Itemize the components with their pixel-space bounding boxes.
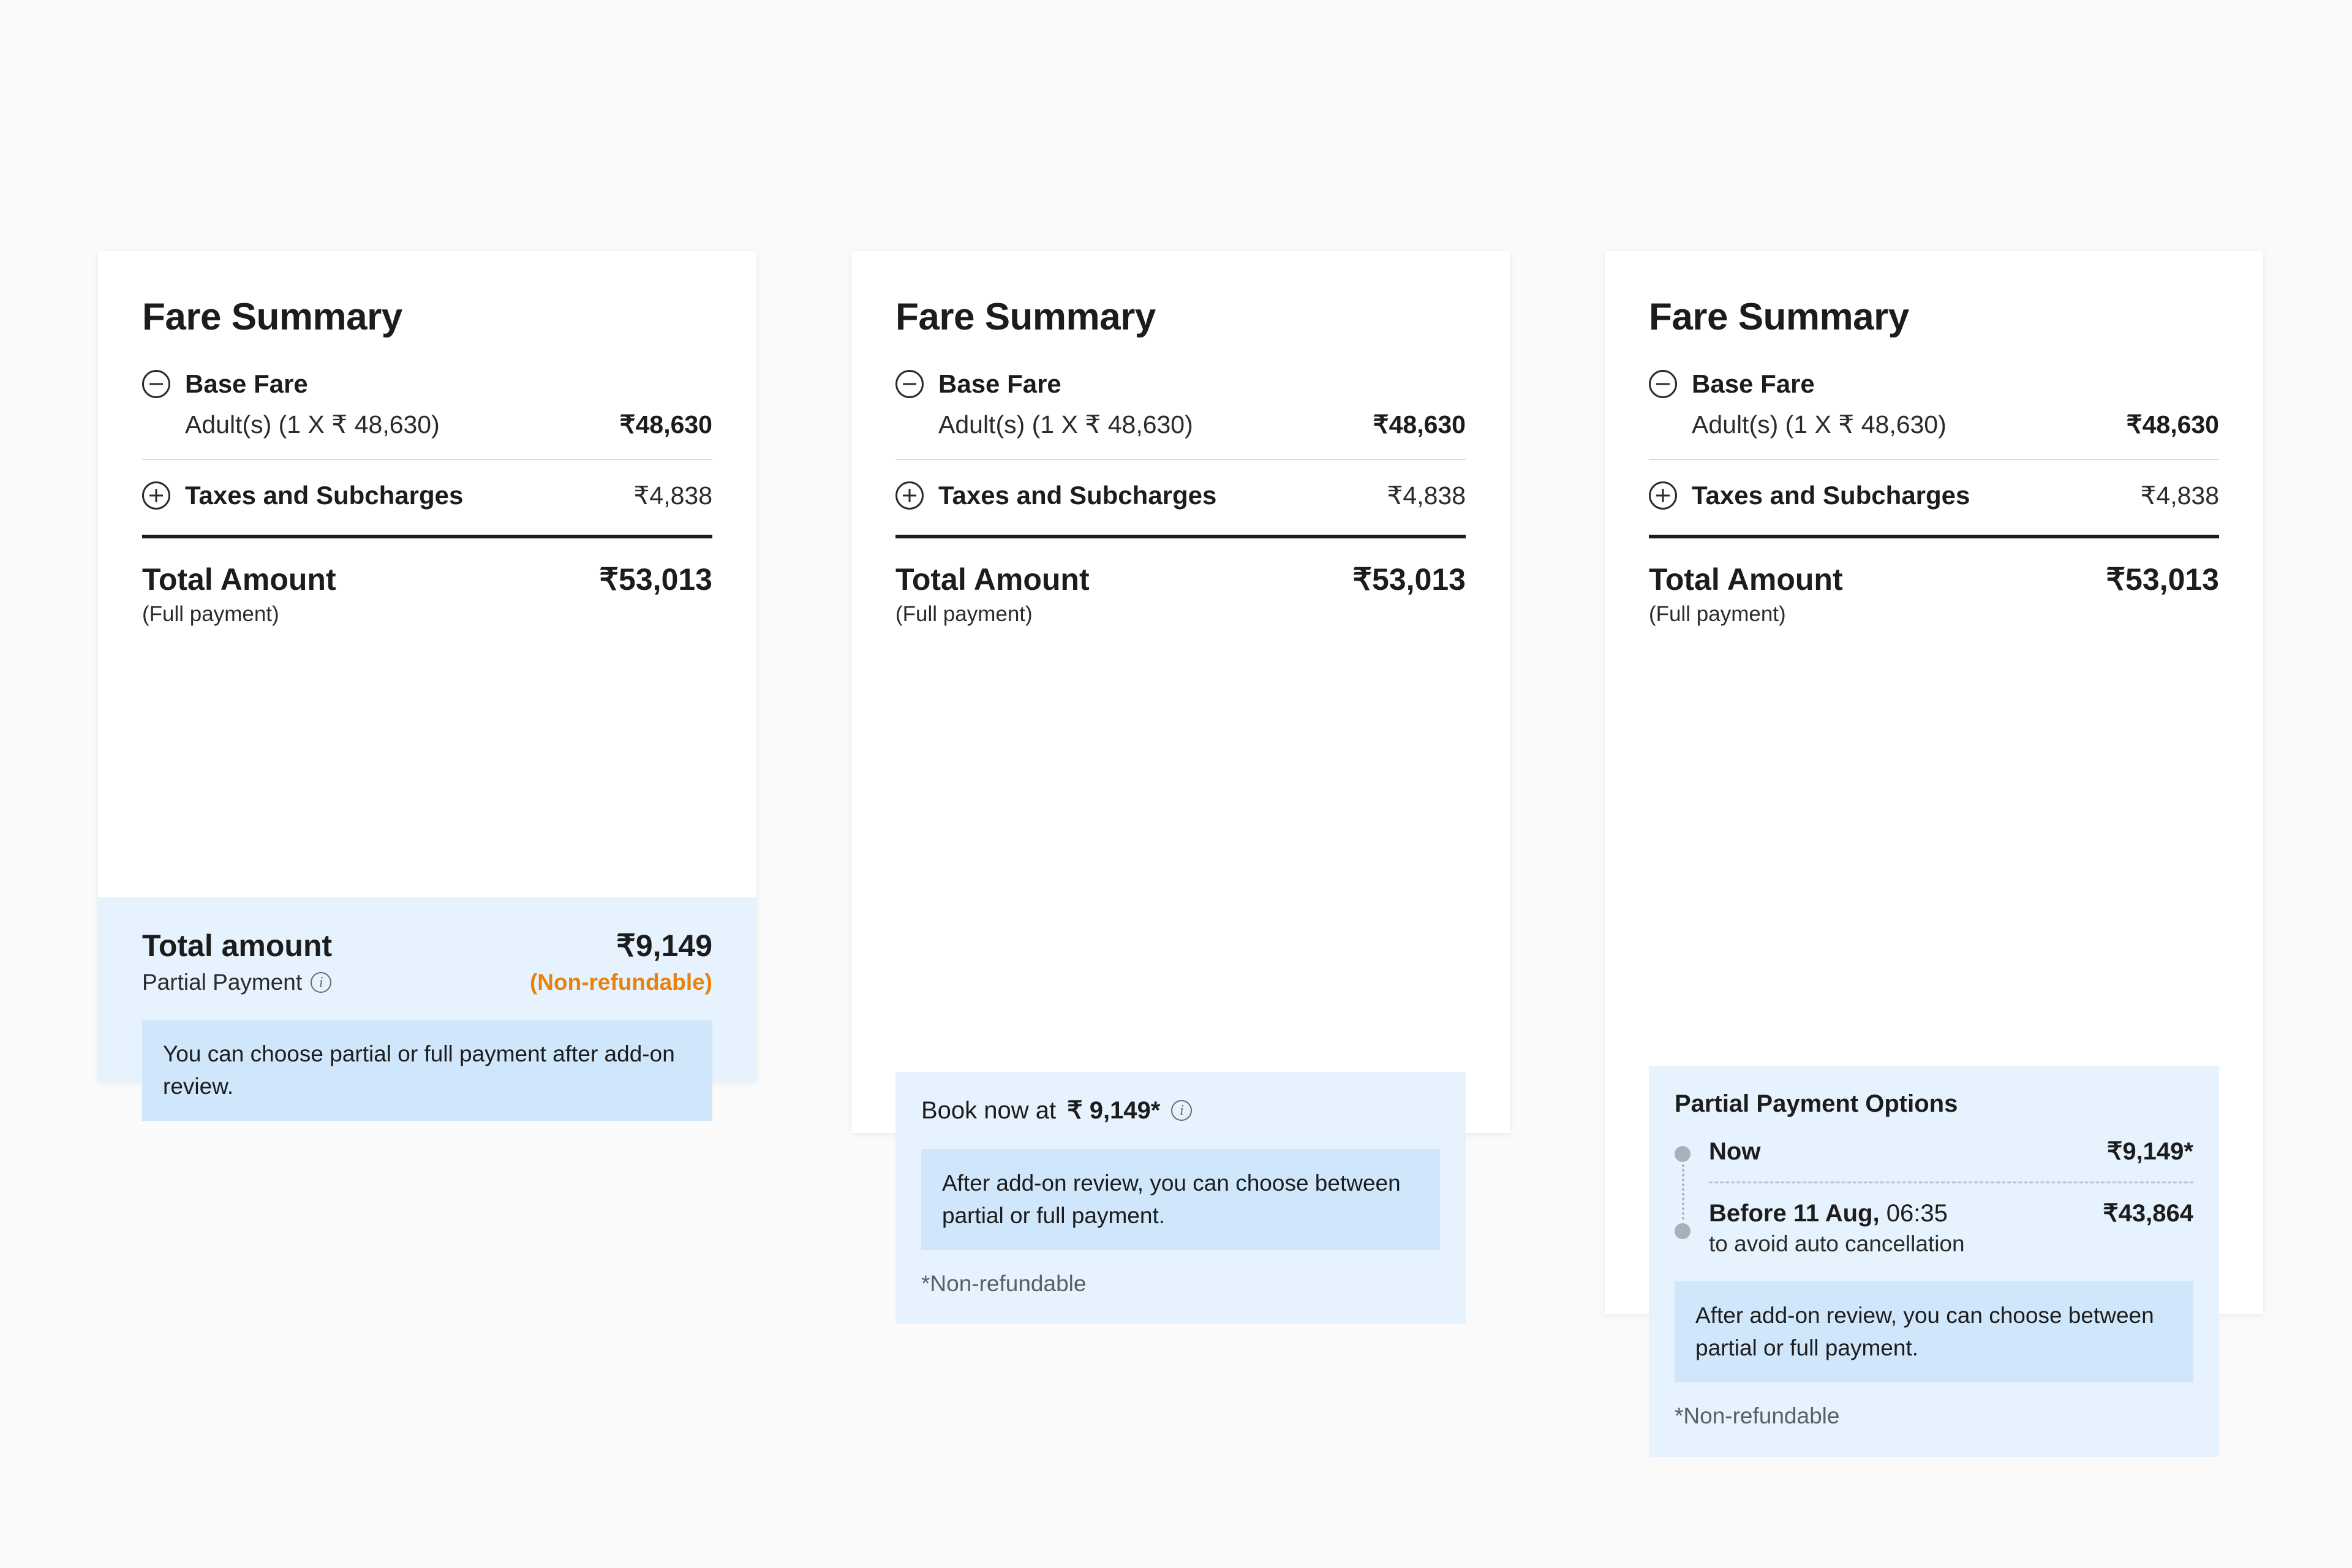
base-fare-label: Base Fare: [938, 369, 1061, 398]
partial-total-row: [142, 928, 712, 963]
taxes-amount: ₹4,838: [633, 481, 712, 510]
partial-total-label: Total amount: [142, 929, 333, 963]
book-now-row: [921, 1096, 1440, 1125]
plus-circle-icon[interactable]: [1649, 481, 1677, 510]
book-now-panel: [895, 1072, 1466, 1324]
info-icon[interactable]: i: [1171, 1100, 1192, 1121]
dashed-separator: [1709, 1182, 2193, 1183]
taxes-row[interactable]: [142, 481, 712, 510]
taxes-left[interactable]: [1649, 481, 1970, 510]
option-now-amount: ₹9,149*: [2106, 1138, 2193, 1165]
option-now-row[interactable]: [1709, 1137, 2193, 1166]
total-amount-subtext: (Full payment): [895, 602, 1033, 626]
adult-fare-label: Adult(s) (1 X ₹ 48,630): [1692, 410, 1947, 439]
timeline-dot-now: [1675, 1146, 1691, 1162]
card-content: [851, 251, 1510, 627]
minus-circle-icon[interactable]: [895, 370, 924, 398]
divider: [1649, 459, 2219, 460]
adult-fare-row: [895, 410, 1466, 459]
partial-payment-options-title: Partial Payment Options: [1675, 1090, 1958, 1117]
minus-circle-icon[interactable]: [1649, 370, 1677, 398]
page-title: Fare Summary: [1649, 296, 1909, 338]
adult-fare-amount: ₹48,630: [619, 410, 712, 439]
adult-fare-amount: ₹48,630: [1373, 410, 1466, 439]
taxes-row[interactable]: [895, 481, 1466, 510]
fare-summary-card-variant-1: [98, 251, 756, 1099]
option-now-label: Now: [1709, 1138, 1761, 1165]
total-divider: [142, 535, 712, 538]
option-before-note: to avoid auto cancellation: [1709, 1231, 1965, 1256]
fare-summary-card-variant-3: [1605, 251, 2263, 1429]
base-fare-header[interactable]: [142, 369, 712, 399]
timeline-dot-before: [1675, 1223, 1691, 1239]
base-fare-header[interactable]: [895, 369, 1466, 399]
total-amount-subtext: (Full payment): [142, 602, 279, 626]
taxes-amount: ₹4,838: [1387, 481, 1466, 510]
taxes-label: Taxes and Subcharges: [185, 481, 464, 510]
total-amount-label: Total Amount: [895, 562, 1090, 597]
card-content: [1605, 251, 2263, 627]
total-divider: [1649, 535, 2219, 538]
option-before-amount: ₹43,864: [2103, 1200, 2193, 1227]
partial-payment-panel: [98, 897, 756, 1099]
addon-review-note: After add-on review, you can choose between partial or full payment.: [921, 1149, 1440, 1250]
page-title: Fare Summary: [895, 296, 1156, 338]
minus-circle-icon[interactable]: [142, 370, 170, 398]
total-amount-label: Total Amount: [1649, 562, 1843, 597]
non-refundable-footnote: *Non-refundable: [1675, 1403, 1840, 1429]
non-refundable-badge: (Non-refundable): [529, 970, 712, 995]
base-fare-label: Base Fare: [1692, 369, 1815, 398]
page-title: Fare Summary: [142, 296, 402, 338]
option-before-row[interactable]: [1709, 1199, 2193, 1227]
addon-review-note: After add-on review, you can choose between partial or full payment.: [1675, 1281, 2193, 1382]
taxes-label: Taxes and Subcharges: [938, 481, 1217, 510]
total-amount-row: [142, 562, 712, 597]
taxes-left[interactable]: [895, 481, 1216, 510]
total-amount-value: ₹53,013: [2106, 562, 2219, 597]
adult-fare-row: [1649, 410, 2219, 459]
divider: [895, 459, 1466, 460]
partial-payment-options-panel: [1649, 1066, 2219, 1457]
total-amount-value: ₹53,013: [599, 562, 712, 597]
timeline-connector: [1682, 1164, 1686, 1219]
info-icon[interactable]: i: [311, 972, 331, 993]
partial-payment-label-group: [142, 970, 331, 995]
plus-circle-icon[interactable]: [895, 481, 924, 510]
total-amount-label: Total Amount: [142, 562, 336, 597]
payment-timeline: [1675, 1137, 2193, 1257]
adult-fare-amount: ₹48,630: [2126, 410, 2219, 439]
partial-subtext-row: [142, 970, 712, 995]
book-now-prefix: Book now at: [921, 1096, 1057, 1124]
option-before-label: [1709, 1200, 1948, 1227]
partial-total-amount: ₹9,149: [616, 929, 712, 963]
adult-fare-row: [142, 410, 712, 459]
total-amount-row: [1649, 562, 2219, 597]
adult-fare-label: Adult(s) (1 X ₹ 48,630): [938, 410, 1193, 439]
taxes-left[interactable]: [142, 481, 463, 510]
total-divider: [895, 535, 1466, 538]
book-now-amount: ₹ 9,149*: [1067, 1097, 1161, 1124]
total-amount-subtext: (Full payment): [1649, 602, 1786, 626]
base-fare-label: Base Fare: [185, 369, 308, 398]
base-fare-header[interactable]: [1649, 369, 2219, 399]
fare-summary-card-variant-2: [851, 251, 1510, 1297]
option-before-label-time: 06:35: [1886, 1200, 1948, 1227]
taxes-amount: ₹4,838: [2140, 481, 2219, 510]
option-before-label-date: Before 11 Aug,: [1709, 1200, 1880, 1227]
non-refundable-footnote: *Non-refundable: [921, 1271, 1087, 1297]
taxes-label: Taxes and Subcharges: [1692, 481, 1970, 510]
total-amount-row: [895, 562, 1466, 597]
divider: [142, 459, 712, 460]
addon-review-note: You can choose partial or full payment after add-on review.: [142, 1020, 712, 1121]
partial-payment-label: Partial Payment: [142, 970, 303, 995]
adult-fare-label: Adult(s) (1 X ₹ 48,630): [185, 410, 440, 439]
plus-circle-icon[interactable]: [142, 481, 170, 510]
card-content: [98, 251, 756, 627]
total-amount-value: ₹53,013: [1352, 562, 1466, 597]
taxes-row[interactable]: [1649, 481, 2219, 510]
